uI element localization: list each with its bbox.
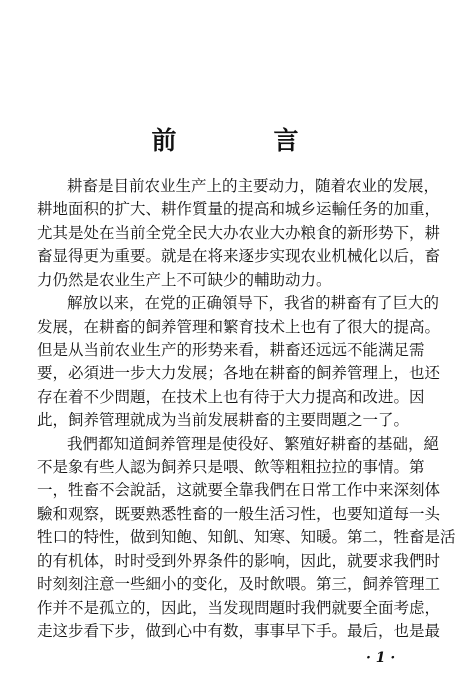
text-line: 一，牲畜不会說話，这就要全靠我們在日常工作中来深刻体: [37, 481, 441, 499]
text-line: 畜显得更为重要。就是在将来逐步实现农业机械化以后，畜: [37, 247, 441, 265]
text-line: 驗和观察，既要熟悉牲畜的一般生活习性，也要知道每一头: [37, 505, 441, 523]
text-line: 此，飼养管理就成为当前发展耕畜的主要問題之一了。: [37, 411, 410, 429]
text-line: 解放以来，在党的正确領导下，我省的耕畜有了巨大的: [67, 294, 440, 312]
page-number: · 1 ·: [366, 650, 396, 666]
text-line: 要，必須进一步大力发展；各地在耕畜的飼养管理上，也还: [37, 364, 441, 382]
text-line: 不是象有些人認为飼养只是喂、飲等粗粗拉拉的事情。第: [37, 458, 425, 476]
text-line: 时刻刻注意一些細小的变化，及时飲喂。第三，飼养管理工: [37, 575, 441, 593]
text-line: 作并不是孤立的，因此，当发现問題时我們就要全面考虑，: [37, 599, 441, 617]
text-line: 走这步看下步，做到心中有数，事事早下手。最后，也是最: [37, 622, 441, 640]
text-line: 发展，在耕畜的飼养管理和繁育技术上也有了很大的提高。: [37, 318, 441, 336]
text-line: 尤其是处在当前全党全民大办农业大办粮食的新形势下，耕: [37, 224, 441, 242]
text-line: 牲口的特性，做到知飽、知飢、知寒、知暖。第二，牲畜是活: [37, 528, 456, 546]
text-line: 耕地面积的扩大、耕作質量的提高和城乡运輸任务的加重，: [37, 200, 441, 218]
page-title: 前 言: [151, 126, 335, 155]
text-line: 存在着不少問題，在技术上也有待于大力提高和改进。因: [37, 388, 425, 406]
text-line: 但是从当前农业生产的形势来看，耕畜还远远不能满足需: [37, 341, 425, 359]
text-line: 我們都知道飼养管理是使役好、繁殖好耕畜的基础，絕: [67, 435, 440, 453]
text-line: 的有机体，时时受到外界条件的影响，因此，就要求我們时: [37, 552, 441, 570]
text-line: 耕畜是目前农业生产上的主要动力，随着农业的发展，: [67, 177, 440, 195]
text-line: 力仍然是农业生产上不可缺少的輔助动力。: [37, 271, 332, 289]
